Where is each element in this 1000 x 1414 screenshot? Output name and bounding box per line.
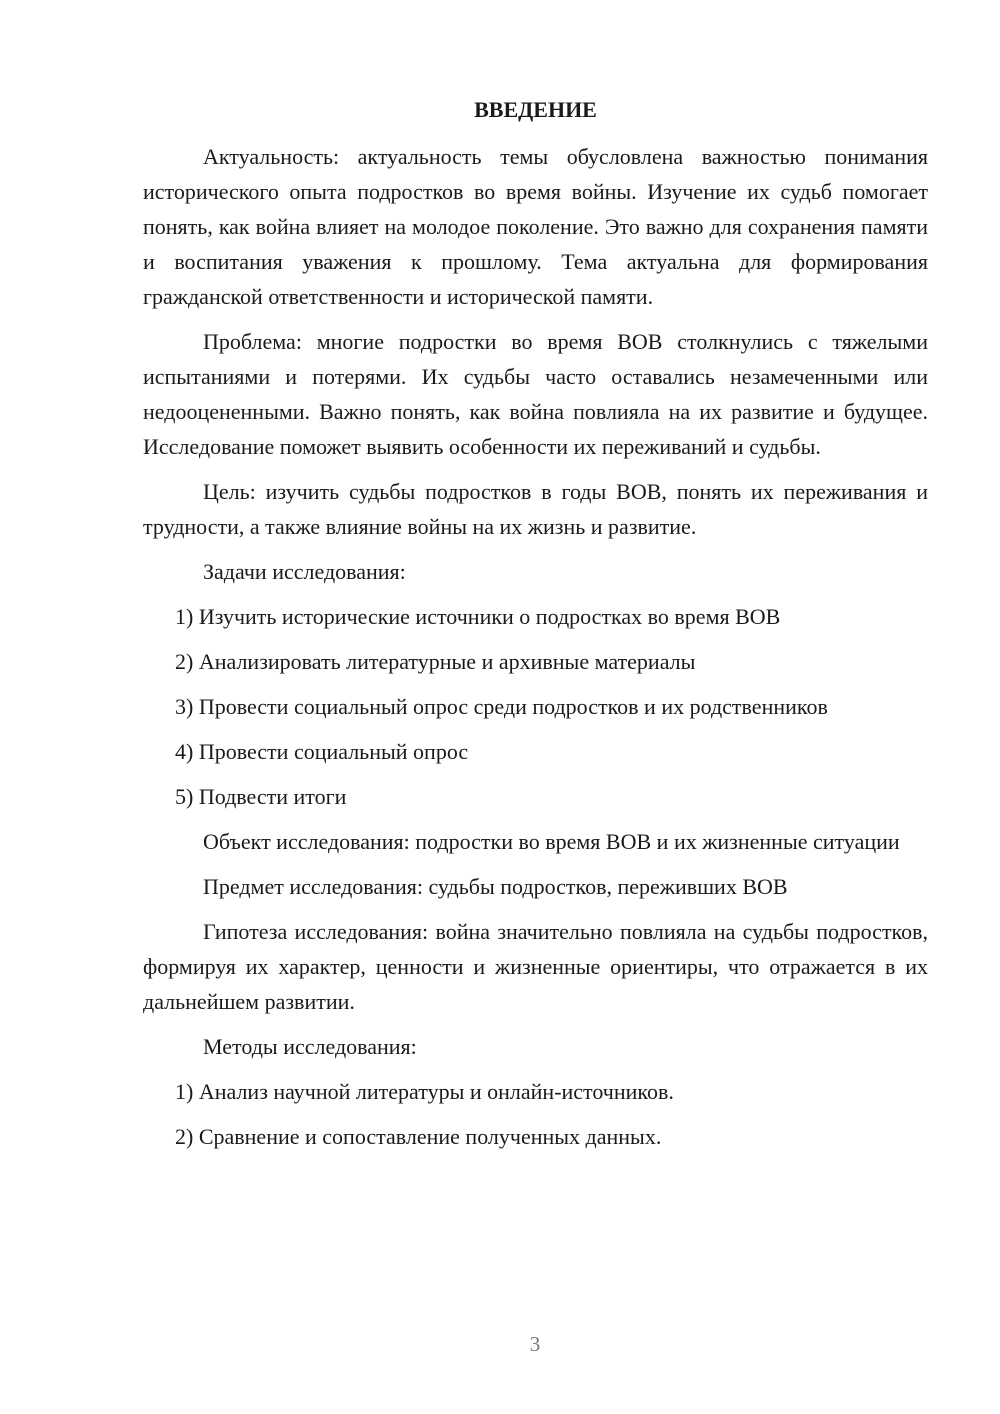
tasks-list <box>143 599 928 814</box>
problem-paragraph: Проблема: многие подростки во время ВОВ столкнулись с тяжелыми испытаниями и потерями. Их судьбы часто оставались незамеченными или недооцененными. Важно понять, как война повлияла на их развитие и будущее. Исследование поможет выявить особенности их переживаний и судьбы. <box>143 329 928 459</box>
list-item: 1) Изучить исторические источники о подростках во время ВОВ <box>175 604 781 629</box>
list-item: 2) Анализировать литературные и архивные материалы <box>175 649 696 674</box>
list-item: 2) Сравнение и сопоставление полученных данных. <box>175 1124 662 1149</box>
relevance-paragraph: Актуальность: актуальность темы обусловлена важностью понимания исторического опыта подростков во время войны. Изучение их судьб помогает понять, как война влияет на молодое поколение. Это важно для сохранения памяти и воспитания уважения к прошлому. Тема актуальна для формирования гражданской ответственности и исторической памяти. <box>143 144 928 309</box>
subject-paragraph: Предмет исследования: судьбы подростков, переживших ВОВ <box>203 874 788 899</box>
document-title: ВВЕДЕНИЕ <box>474 97 597 122</box>
list-item: 5) Подвести итоги <box>175 784 347 809</box>
page-number: 3 <box>529 1332 541 1356</box>
list-item: 1) Анализ научной литературы и онлайн-источников. <box>175 1079 674 1104</box>
list-item: 3) Провести социальный опрос среди подростков и их родственников <box>175 694 828 719</box>
methods-list <box>143 1074 928 1154</box>
hypothesis-paragraph: Гипотеза исследования: война значительно повлияла на судьбы подростков, формируя их характер, ценности и жизненные ориентиры, что отражается в их дальнейшем развитии. <box>143 919 928 1014</box>
goal-paragraph: Цель: изучить судьбы подростков в годы ВОВ, понять их переживания и трудности, а также влияние войны на их жизнь и развитие. <box>143 479 928 539</box>
list-item: 4) Провести социальный опрос <box>175 739 469 764</box>
methods-heading: Методы исследования: <box>203 1034 417 1059</box>
document-page <box>143 92 928 1164</box>
object-paragraph: Объект исследования: подростки во время ВОВ и их жизненные ситуации <box>203 829 900 854</box>
tasks-heading: Задачи исследования: <box>203 559 406 584</box>
